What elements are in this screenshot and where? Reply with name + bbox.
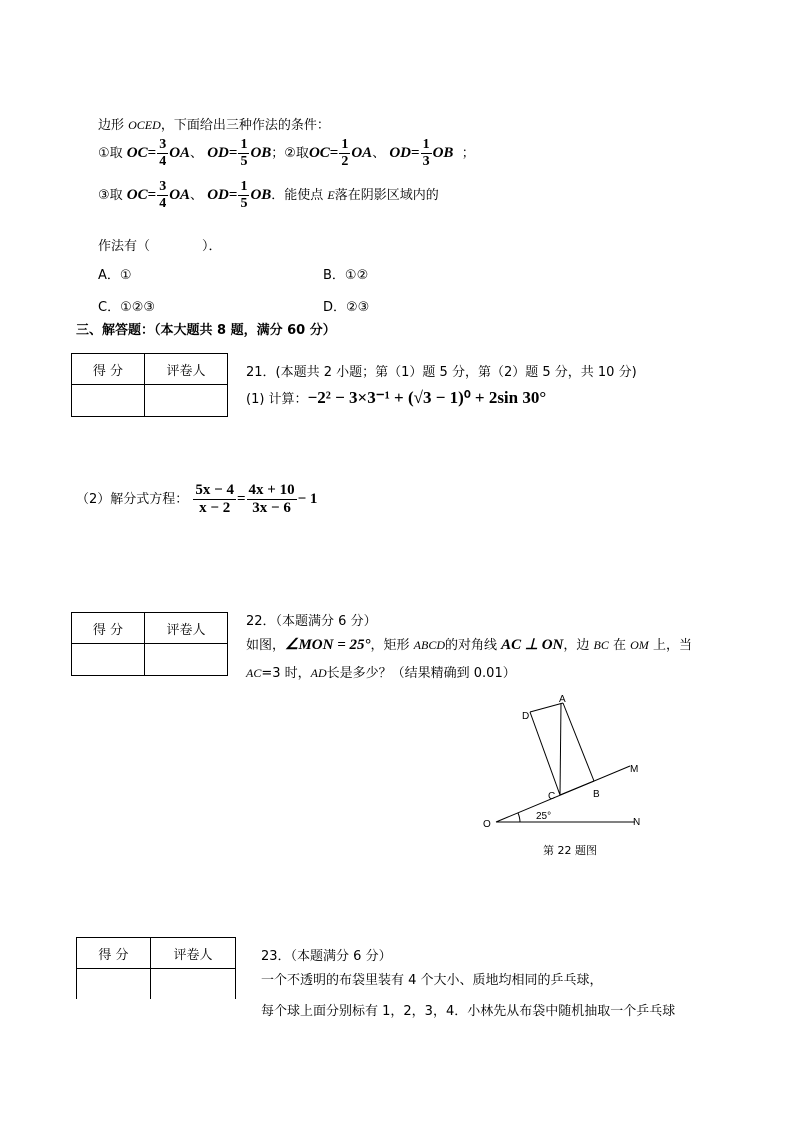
text: =3 时，: [261, 666, 311, 681]
frac-num: 1: [240, 179, 248, 194]
grader-cell: [151, 969, 236, 999]
intro-line: [98, 114, 330, 133]
method-3-od-frac: [238, 180, 249, 211]
diagonal-ac: [560, 703, 561, 795]
side-cb: [560, 781, 594, 795]
methods-line-1: [98, 138, 475, 169]
q22-ac-perp-on: AC ⊥ ON: [501, 637, 564, 653]
q23-line1: 一个不透明的布袋里装有 4 个大小、质地均相同的乒乓球，: [261, 973, 603, 988]
method-1-label: ①取: [98, 146, 123, 161]
side-cd: [530, 712, 560, 795]
label-n: N: [633, 817, 641, 828]
label-b: B: [593, 789, 600, 800]
q21-lhs-frac: [193, 483, 236, 516]
method-tail-prefix: ．能使点: [271, 188, 328, 203]
q22-angle-mon: ∠MON = 25°: [285, 637, 371, 653]
separator: 、: [190, 146, 204, 161]
frac-den: 4: [159, 196, 167, 211]
method-3-label: ③取: [98, 188, 123, 203]
q21-part1-expression: −2² − 3×3⁻¹ + (√3 − 1)⁰ + 2sin 30°: [307, 388, 547, 407]
method-3-oa: OA: [169, 187, 191, 203]
option-c: C．①②③: [98, 300, 156, 315]
point-e-var: E: [327, 188, 335, 202]
method-1-oc: OC: [126, 145, 148, 161]
frac-den: 5: [240, 196, 248, 211]
frac-num: 3: [159, 179, 167, 194]
frac-num: 1: [422, 137, 430, 152]
method-1-od: OD: [207, 145, 229, 161]
q23-line2: 每个球上面分别标有 1，2，3，4．小林先从布袋中随机抽取一个乒乓球: [261, 1004, 676, 1019]
text: ，矩形: [370, 638, 414, 653]
label-m: M: [630, 764, 639, 775]
q22-ac: AC: [246, 666, 262, 680]
method-2-oc: OC: [308, 145, 330, 161]
frac-den: 3: [422, 154, 430, 169]
score-cell: [72, 385, 145, 417]
frac-den: 5: [240, 154, 248, 169]
text: 在: [608, 638, 631, 653]
score-table-21: [71, 353, 228, 417]
q21-part2-label: （2）解分式方程：: [76, 492, 189, 507]
eq-sign: =: [147, 145, 157, 161]
grader-header: 评卷人: [145, 354, 228, 385]
q21-rhs-frac: [247, 483, 297, 516]
label-o: O: [483, 819, 491, 830]
text: 长是多少？（结果精确到 0.01）: [326, 666, 516, 681]
method-2-ob: OB: [432, 145, 454, 161]
method-2-label: ；②取: [271, 146, 309, 161]
frac-den: 4: [159, 154, 167, 169]
option-d: D．②③: [323, 300, 370, 315]
label-a: A: [559, 694, 566, 705]
method-2-oa: OA: [351, 145, 373, 161]
q21-part1-label: (1) 计算：: [246, 392, 308, 407]
intro-var-oced: OCED: [128, 118, 161, 132]
q23-header: 23．（本题满分 6 分）: [261, 949, 392, 964]
frac-den: 2: [341, 154, 349, 169]
eq-sign: =: [228, 187, 238, 203]
method-tail-suffix: 落在阴影区域内的: [334, 188, 439, 203]
method-1-ob: OB: [250, 145, 272, 161]
q22-header: 22．（本题满分 6 分）: [246, 614, 377, 629]
eq-sign: =: [147, 187, 157, 203]
grader-cell: [145, 644, 228, 676]
q21-part2: （2）解分式方程： $\frac{5x - 4}{x - 2}$ = $\frac{4x + 10}{3x - 6}$ − 1: [76, 482, 318, 516]
grader-cell: [145, 385, 228, 417]
q22-figure: [470, 690, 650, 860]
intro-suffix: ，下面给出三种作法的条件：: [160, 118, 330, 133]
text: 的对角线: [445, 638, 502, 653]
frac-num: 4x + 10: [248, 482, 295, 498]
method-3-ob: OB: [250, 187, 272, 203]
grader-header: 评卷人: [145, 613, 228, 644]
frac-num: 1: [240, 137, 248, 152]
q22-ad: AD: [310, 666, 327, 680]
angle-arc: [518, 813, 520, 822]
figure-caption: 第 22 题图: [543, 844, 597, 857]
frac-num: 5x − 4: [195, 482, 234, 498]
method-1-oc-frac: [157, 138, 168, 169]
score-cell: [72, 644, 145, 676]
method-3-oc-frac: [157, 180, 168, 211]
angle-label: 25°: [536, 811, 552, 822]
score-table-22: [71, 612, 228, 676]
option-a: A．①: [98, 268, 132, 283]
separator: 、: [372, 146, 386, 161]
eq-sign: =: [329, 145, 339, 161]
methods-line-2: [98, 180, 439, 211]
option-b: B．①②: [323, 268, 369, 283]
text: 如图，: [246, 638, 286, 653]
frac-den: 3x − 6: [252, 500, 291, 516]
method-1-oa: OA: [169, 145, 191, 161]
q22-line1: [246, 634, 692, 654]
q22-bc: BC: [593, 638, 609, 652]
eq-sign: =: [411, 145, 420, 161]
frac-num: 3: [159, 137, 167, 152]
label-c: C: [548, 791, 556, 802]
side-ba: [563, 703, 594, 781]
semicolon: ；: [461, 146, 475, 161]
eq-sign: =: [228, 145, 238, 161]
text: ，边: [563, 638, 594, 653]
frac-den: x − 2: [199, 500, 231, 516]
intro-prefix: 边形: [98, 118, 129, 133]
frac-num: 1: [341, 137, 349, 152]
text: 上，当: [648, 638, 692, 653]
method-2-oc-frac: [339, 138, 350, 169]
q22-om: OM: [630, 638, 649, 652]
method-2-od-frac: [421, 138, 432, 169]
method-1-od-frac: [238, 138, 249, 169]
q21-part1: [246, 388, 546, 408]
q22-rect-abcd: ABCD: [413, 638, 445, 652]
method-3-od: OD: [207, 187, 229, 203]
grader-header: 评卷人: [151, 938, 236, 969]
section-header: 三、解答题：（本大题共 8 题，满分 60 分）: [76, 323, 336, 338]
score-header: 得 分: [72, 354, 145, 385]
q21-header: 21．(本题共 2 小题；第（1）题 5 分，第（2）题 5 分，共 10 分): [246, 365, 637, 380]
q22-line2: [246, 662, 516, 681]
label-d: D: [522, 711, 530, 722]
score-header: 得 分: [72, 613, 145, 644]
question-tail: 作法有（ ）．: [98, 239, 222, 254]
method-3-oc: OC: [126, 187, 148, 203]
separator: 、: [190, 188, 204, 203]
q21-rhs-tail: − 1: [297, 491, 318, 507]
method-2-od: OD: [389, 145, 412, 161]
score-header: 得 分: [77, 938, 151, 969]
score-cell: [77, 969, 151, 999]
score-table-23: [76, 937, 236, 999]
